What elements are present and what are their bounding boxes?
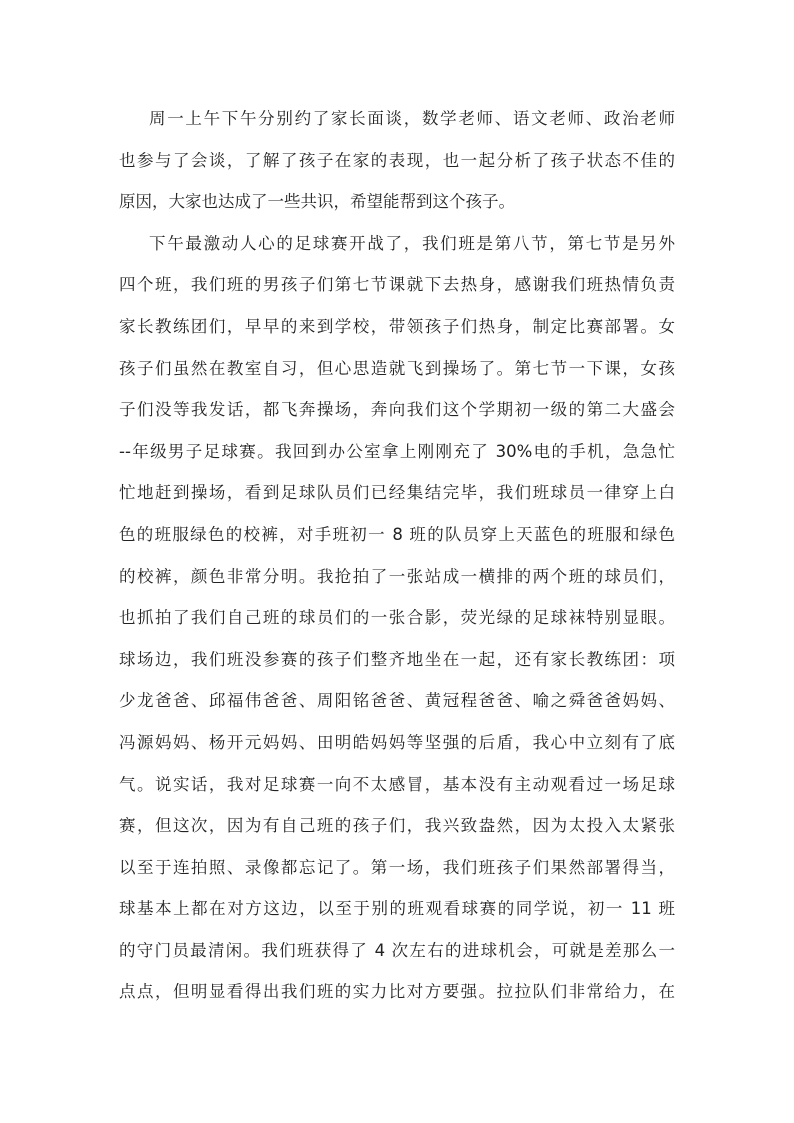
text-line: 少龙爸爸、邱福伟爸爸、周阳铭爸爸、黄冠程爸爸、喻之舜爸爸妈妈、 — [119, 691, 675, 711]
text-line: 的守门员最清闲。我们班获得了 4 次左右的进球机会，可就是差那么一 — [119, 940, 675, 960]
text-line: 孩子们虽然在教室自习，但心思造就飞到操场了。第七节一下课，女孩 — [119, 358, 675, 378]
text-line: 家长教练团们，早早的来到学校，带领孩子们热身，制定比赛部署。女 — [119, 316, 675, 336]
text-line: 气。说实话，我对足球赛一向不太感冒，基本没有主动观看过一场足球 — [119, 774, 675, 794]
document-body — [119, 98, 675, 1013]
text-line: 球基本上都在对方这边，以至于别的班观看球赛的同学说，初一 11 班 — [119, 899, 675, 919]
text-line: 也参与了会谈，了解了孩子在家的表现，也一起分析了孩子状态不佳的 — [119, 150, 675, 170]
text-line: 色的班服绿色的校裤，对手班初一 8 班的队员穿上天蓝色的班服和绿色 — [119, 524, 675, 544]
text-line: 以至于连拍照、录像都忘记了。第一场，我们班孩子们果然部署得当， — [119, 857, 675, 877]
paragraph-football-match — [119, 223, 675, 1013]
text-line: 的校裤，颜色非常分明。我抢拍了一张站成一横排的两个班的球员们， — [119, 566, 675, 586]
text-line: 冯源妈妈、杨开元妈妈、田明皓妈妈等坚强的后盾，我心中立刻有了底 — [119, 732, 675, 752]
text-line: 忙地赶到操场，看到足球队员们已经集结完毕，我们班球员一律穿上白 — [119, 483, 675, 503]
paragraph-parent-meeting — [119, 98, 675, 223]
text-line: 周一上午下午分别约了家长面谈，数学老师、语文老师、政治老师 — [149, 109, 675, 128]
text-line: 球场边，我们班没参赛的孩子们整齐地坐在一起，还有家长教练团：项 — [119, 649, 675, 669]
text-line: 也抓拍了我们自己班的球员们的一张合影，荧光绿的足球袜特别显眼。 — [119, 608, 675, 628]
text-line: 赛，但这次，因为有自己班的孩子们，我兴致盎然，因为太投入太紧张 — [119, 816, 675, 836]
text-line: 下午最激动人心的足球赛开战了，我们班是第八节，第七节是另外 — [149, 233, 675, 253]
text-line: --年级男子足球赛。我回到办公室拿上刚刚充了 30%电的手机，急急忙 — [119, 441, 675, 461]
text-line: 子们没等我发话，都飞奔操场，奔向我们这个学期初一级的第二大盛会 — [119, 400, 675, 420]
text-line: 四个班，我们班的男孩子们第七节课就下去热身，感谢我们班热情负责 — [119, 275, 675, 295]
text-line: 原因，大家也达成了一些共识，希望能帮到这个孩子。 — [119, 192, 515, 212]
text-line: 点点，但明显看得出我们班的实力比对方要强。拉拉队们非常给力，在 — [119, 982, 675, 1002]
